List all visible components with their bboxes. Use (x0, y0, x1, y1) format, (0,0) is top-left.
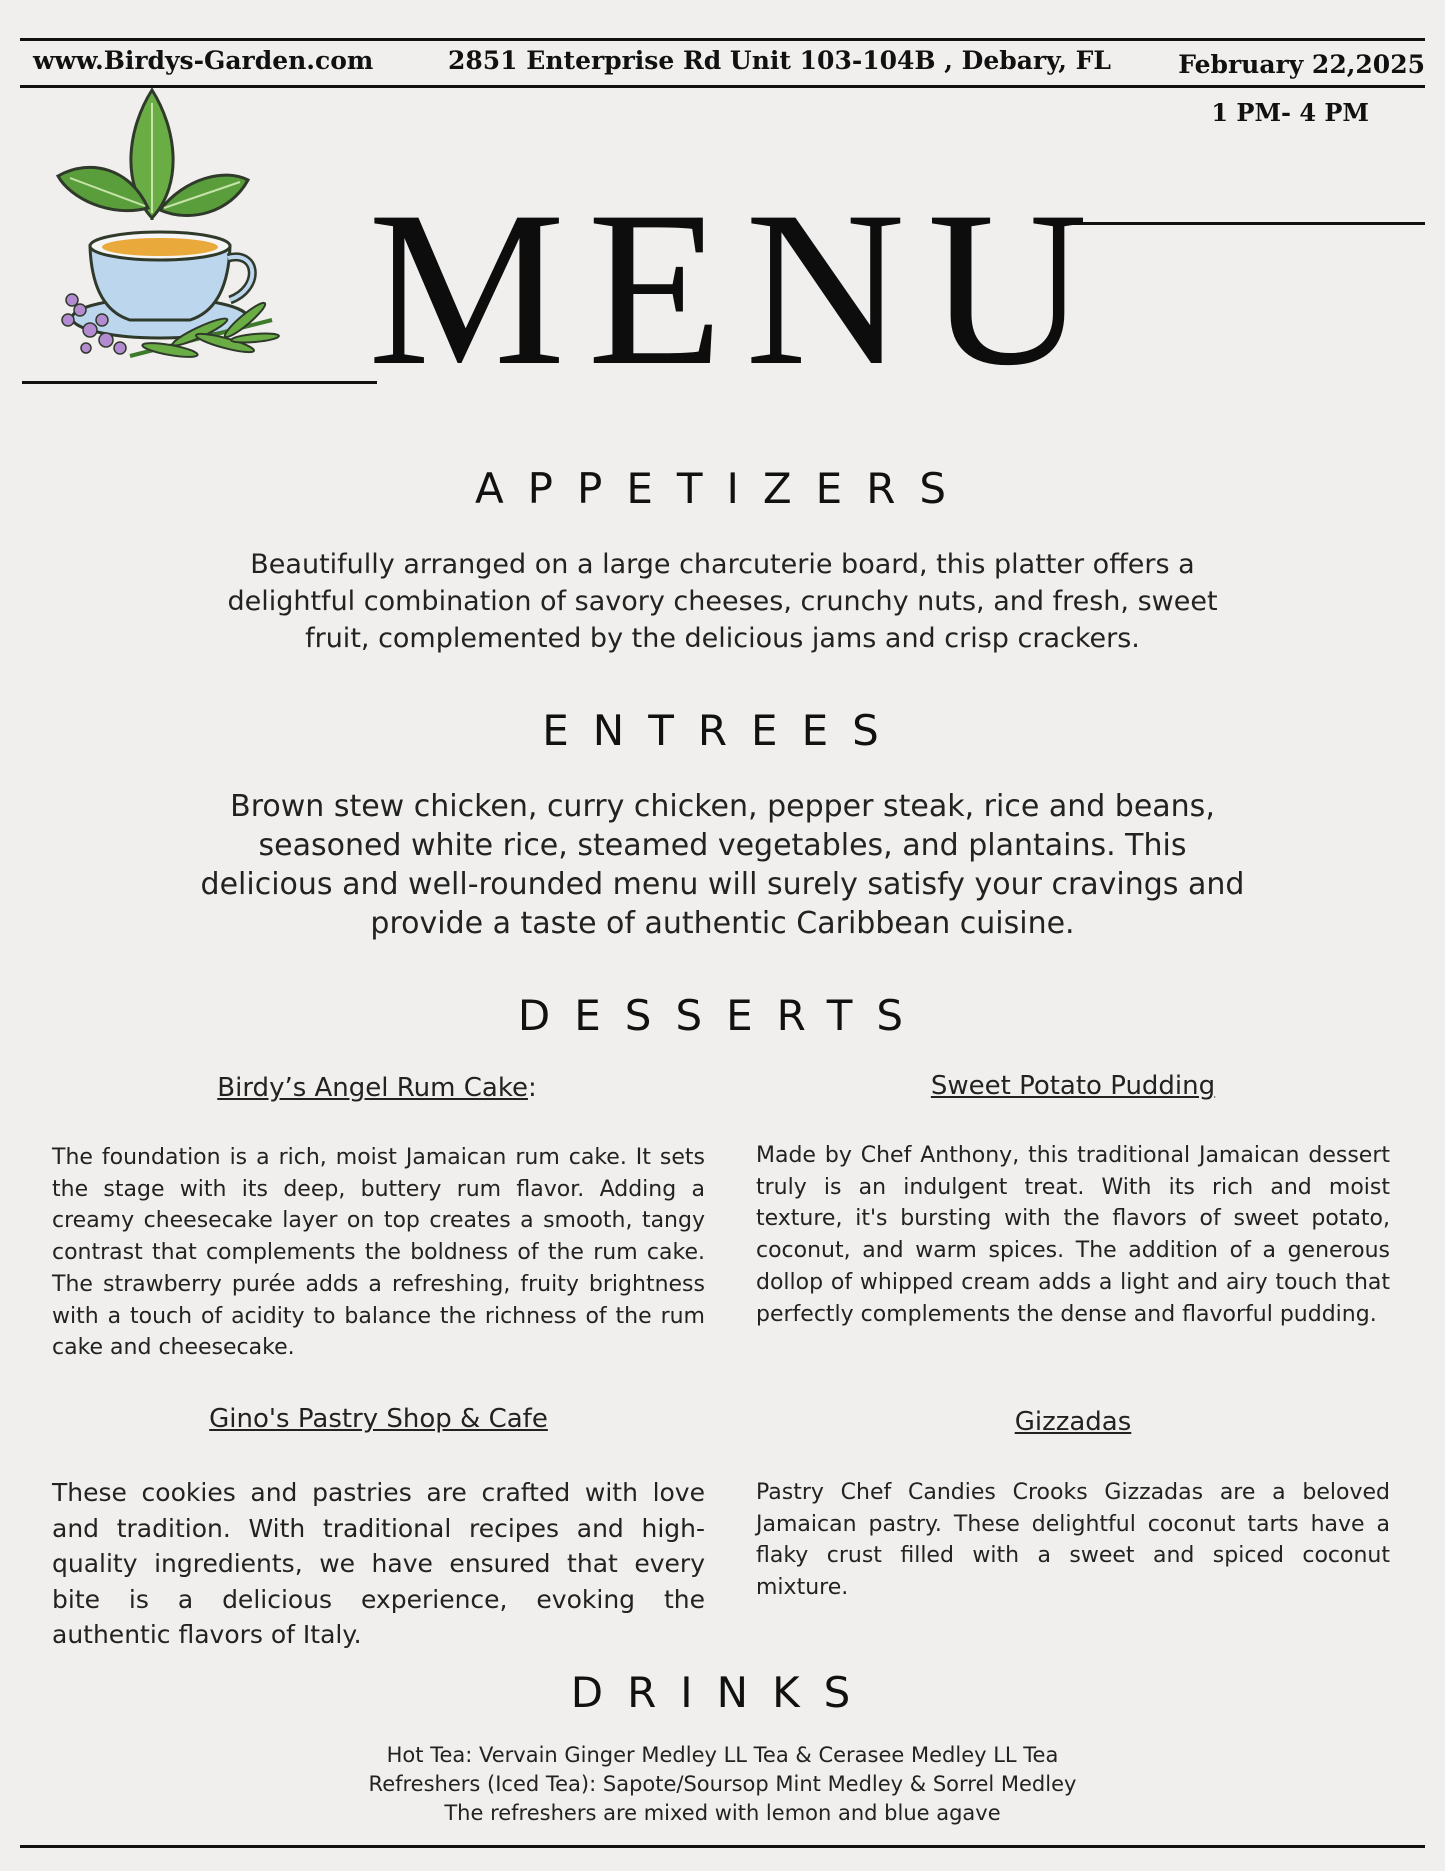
footer-rule (20, 1845, 1425, 1848)
drinks-line-refreshers: Refreshers (Iced Tea): Sapote/Soursop Mint Medley & Sorrel Medley (368, 1772, 1077, 1796)
dessert-name: Birdy’s Angel Rum Cake (217, 1073, 528, 1103)
dessert-title-gizzadas: Gizzadas (1014, 1407, 1132, 1437)
dessert-description-sweet-potato-pudding: Made by Chef Anthony, this traditional Jamaican dessert truly is an indulgent treat. With its rich and moist texture, it's bursting with the flavors of sweet potato, coconut, and warm spices. The addition of a generous dollop of whipped cream adds a light and airy touch that perfectly complements the dense and flavorful pudding. (756, 1143, 1390, 1327)
dessert-title-sweet-potato-pudding: Sweet Potato Pudding (930, 1071, 1216, 1101)
drinks-heading: DRINKS (570, 1668, 875, 1717)
entrees-heading: ENTREES (542, 706, 903, 755)
dessert-description-rum-cake: The foundation is a rich, moist Jamaican rum cake. It sets the stage with its deep, buttery rum flavor. Adding a creamy cheesecake layer on top creates a smooth, tangy contrast that complements the boldness of the rum cake. The strawberry purée adds a refreshing, fruity brightness with a touch of acidity to balance the richness of the rum cake and cheesecake. (52, 1145, 705, 1361)
drinks-list (0, 1741, 1445, 1828)
dessert-description-gizzadas: Pastry Chef Candies Crooks Gizzadas are a beloved Jamaican pastry. These delightful coconut tarts have a flaky crust filled with a sweet and spiced coconut mixture. (756, 1480, 1390, 1601)
event-time: 1 PM- 4 PM (1211, 98, 1369, 127)
venue-address: 2851 Enterprise Rd Unit 103-104B , Debary, FL (448, 46, 1111, 75)
dessert-description-ginos-pastry: These cookies and pastries are crafted with love and tradition. With traditional recipes and high-quality ingredients, we have ensured that every bite is a delicious experience, evoking the authentic flavors of Italy. (52, 1478, 705, 1649)
menu-title: MENU (368, 166, 1110, 412)
desserts-heading: DESSERTS (517, 991, 928, 1040)
header-top-rule (20, 38, 1425, 41)
dessert-name-suffix: : (527, 1073, 537, 1103)
dessert-title-ginos-pastry: Gino's Pastry Shop & Cafe (209, 1404, 548, 1434)
dessert-title-rum-cake (52, 1073, 702, 1103)
drinks-line-note: The refreshers are mixed with lemon and blue agave (444, 1801, 1001, 1825)
appetizers-heading: APPETIZERS (474, 464, 971, 513)
title-left-rule (22, 381, 377, 384)
website-link[interactable]: www.Birdys-Garden.com (33, 46, 374, 75)
event-date: February 22,2025 (1178, 50, 1425, 79)
appetizers-description: Beautifully arranged on a large charcuterie board, this platter offers a delightful combination of savory cheeses, crunchy nuts, and fresh, sweet fruit, complemented by the delicious jams and crisp crackers. (227, 549, 1218, 654)
entrees-description: Brown stew chicken, curry chicken, pepper steak, rice and beans, seasoned white rice, steamed vegetables, and plantains. This delicious and well-rounded menu will surely satisfy your cravings and provide a taste of authentic Caribbean cuisine. (200, 789, 1245, 941)
drinks-line-hot-tea: Hot Tea: Vervain Ginger Medley LL Tea & Cerasee Medley LL Tea (386, 1743, 1059, 1767)
teacup-logo-icon (50, 88, 290, 378)
